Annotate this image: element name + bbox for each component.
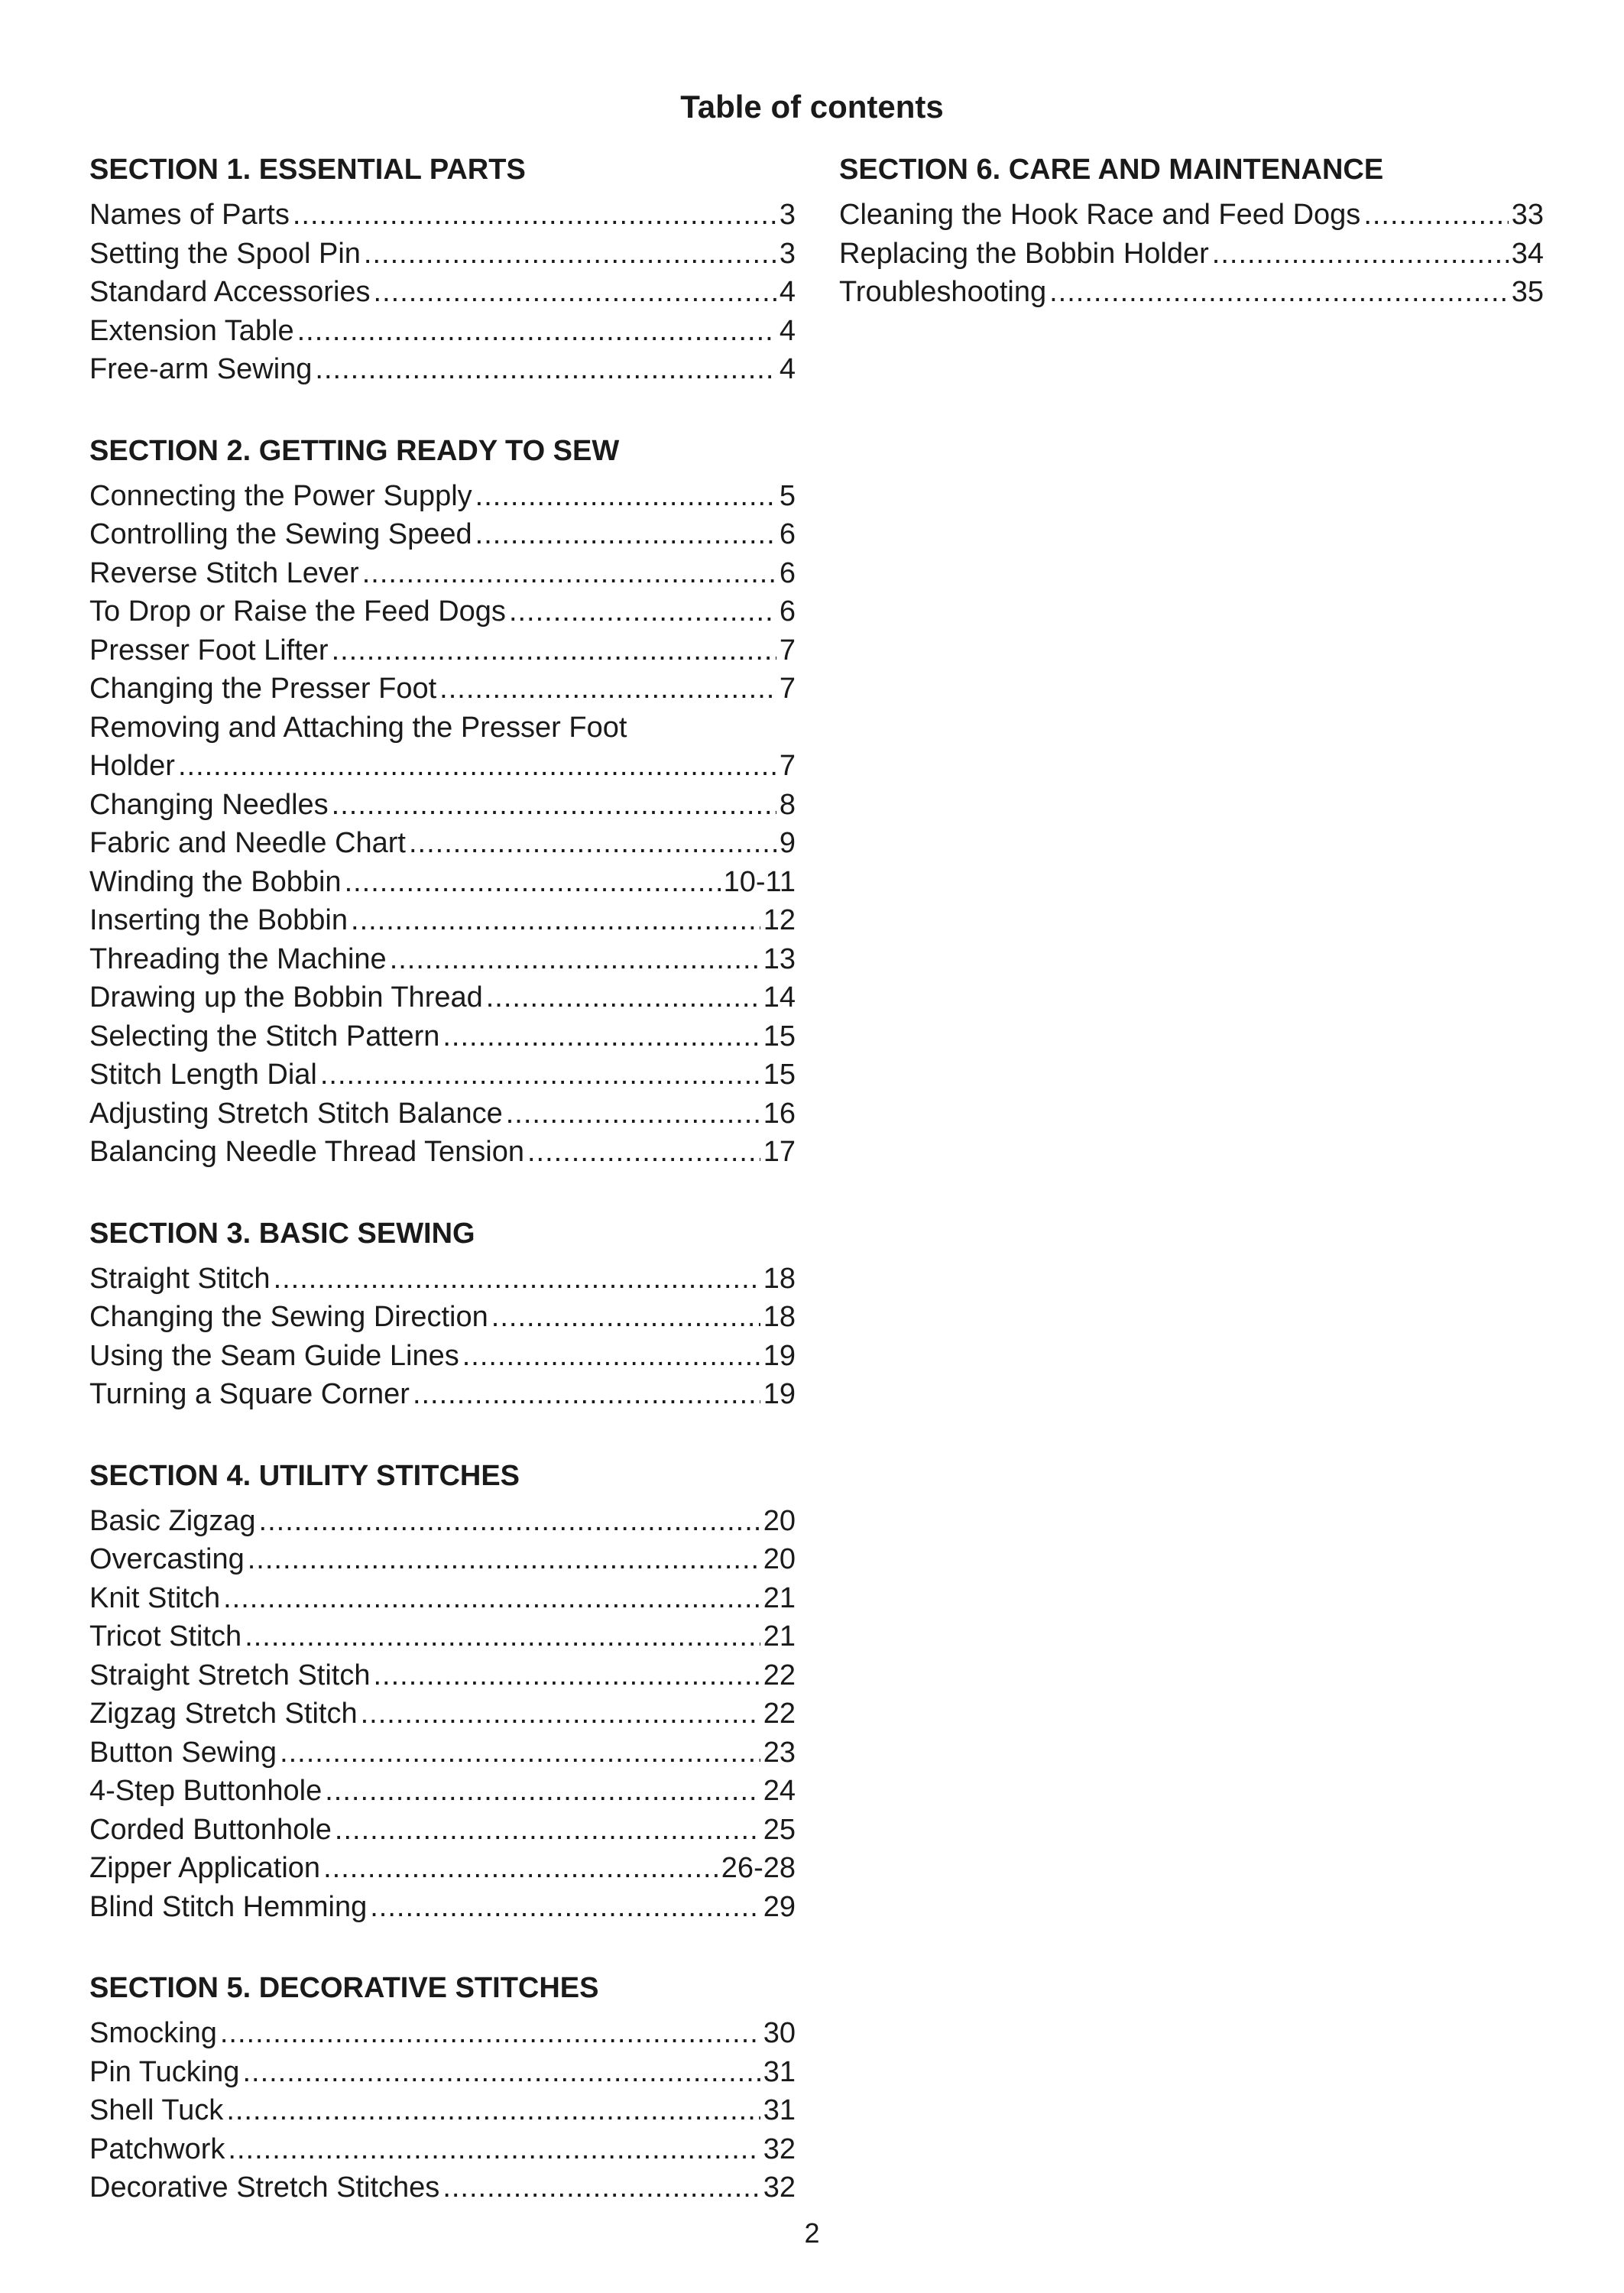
toc-entry-page: 12 xyxy=(763,904,796,936)
toc-entry-page: 22 xyxy=(763,1698,796,1730)
toc-entry-title: Straight Stretch Stitch xyxy=(89,1659,371,1691)
dot-leader xyxy=(509,592,776,631)
toc-entry-page: 24 xyxy=(763,1775,796,1807)
toc-entry xyxy=(89,515,796,554)
toc-entry-page: 7 xyxy=(779,634,796,666)
toc-entry xyxy=(89,2091,796,2130)
toc-entry xyxy=(89,273,796,312)
dot-leader xyxy=(362,554,776,593)
toc-entry xyxy=(89,1540,796,1579)
toc-entry-title: Patchwork xyxy=(89,2132,225,2165)
toc-entry xyxy=(89,554,796,593)
toc-entry-title: Connecting the Power Supply xyxy=(89,479,472,512)
toc-entry xyxy=(89,1502,796,1541)
section-heading: SECTION 4. UTILITY STITCHES xyxy=(89,1459,520,1492)
dot-leader xyxy=(370,1888,760,1927)
toc-entry-title: Names of Parts xyxy=(89,199,290,231)
toc-entry-page: 7 xyxy=(779,750,796,782)
toc-entry-title: Cleaning the Hook Race and Feed Dogs xyxy=(839,199,1361,231)
toc-entry-title: Balancing Needle Thread Tension xyxy=(89,1136,524,1168)
toc-entry xyxy=(89,1656,796,1695)
toc-entry xyxy=(89,1298,796,1337)
section-heading: SECTION 5. DECORATIVE STITCHES xyxy=(89,1972,599,2004)
dot-leader xyxy=(332,786,776,825)
toc-entry-page: 20 xyxy=(763,1504,796,1537)
toc-entry xyxy=(89,1734,796,1772)
dot-leader xyxy=(439,670,776,709)
toc-entry-page: 7 xyxy=(779,673,796,705)
toc-entry-title: Overcasting xyxy=(89,1543,245,1575)
toc-entry-title: Holder xyxy=(89,750,175,782)
toc-entry xyxy=(89,786,796,825)
dot-leader xyxy=(345,863,721,902)
toc-section xyxy=(89,1214,796,1414)
toc-entry xyxy=(89,670,796,709)
toc-entry-title: Changing the Sewing Direction xyxy=(89,1301,488,1333)
toc-entry xyxy=(89,196,796,235)
toc-section xyxy=(89,1968,796,2207)
dot-leader xyxy=(242,2053,760,2092)
toc-entry-page: 6 xyxy=(779,595,796,628)
page-title: Table of contents xyxy=(680,89,944,125)
toc-entry-page: 15 xyxy=(763,1059,796,1091)
toc-entry xyxy=(89,592,796,631)
toc-entry-title: Corded Buttonhole xyxy=(89,1813,332,1846)
toc-entry-title: Zigzag Stretch Stitch xyxy=(89,1698,358,1730)
section-heading: SECTION 1. ESSENTIAL PARTS xyxy=(89,154,526,186)
toc-entry-title: Drawing up the Bobbin Thread xyxy=(89,981,483,1014)
toc-entry-title: Adjusting Stretch Stitch Balance xyxy=(89,1097,503,1130)
dot-leader xyxy=(1212,235,1509,274)
section-heading: SECTION 6. CARE AND MAINTENANCE xyxy=(839,154,1384,186)
page-number: 2 xyxy=(804,2217,820,2249)
toc-entry xyxy=(839,196,1544,235)
toc-entry-page: 32 xyxy=(763,2132,796,2165)
toc-entry-title: Knit Stitch xyxy=(89,1581,221,1614)
toc-entry-page: 29 xyxy=(763,1890,796,1923)
toc-entry-title: Pin Tucking xyxy=(89,2055,240,2088)
toc-entry xyxy=(89,1772,796,1811)
toc-entry-title: Turning a Square Corner xyxy=(89,1378,410,1410)
toc-entry-page: 20 xyxy=(763,1543,796,1575)
toc-section xyxy=(89,150,796,389)
toc-entry-title: Zipper Application xyxy=(89,1852,321,1884)
toc-entry-title: Using the Seam Guide Lines xyxy=(89,1339,459,1372)
toc-entry xyxy=(89,1133,796,1172)
dot-leader xyxy=(226,2091,760,2130)
toc-entry-page: 4 xyxy=(779,353,796,385)
toc-entry xyxy=(89,1617,796,1656)
toc-entry-page: 35 xyxy=(1511,276,1544,308)
dot-leader xyxy=(274,1260,760,1299)
toc-entry xyxy=(89,940,796,979)
toc-entry-title: Threading the Machine xyxy=(89,942,387,975)
toc-entry-title: Stitch Length Dial xyxy=(89,1059,317,1091)
toc-entry-page: 4 xyxy=(779,276,796,308)
toc-entry-page: 17 xyxy=(763,1136,796,1168)
toc-entry xyxy=(89,235,796,274)
dot-leader xyxy=(475,515,776,554)
toc-entry xyxy=(89,1017,796,1056)
toc-entry-page: 9 xyxy=(779,827,796,859)
dot-leader xyxy=(351,901,760,940)
dot-leader xyxy=(361,1695,760,1734)
dot-leader xyxy=(374,273,776,312)
toc-entry xyxy=(89,631,796,670)
toc-entry-title: Troubleshooting xyxy=(839,276,1047,308)
dot-leader xyxy=(409,824,776,863)
toc-entry-title: Standard Accessories xyxy=(89,276,371,308)
toc-entry xyxy=(89,2053,796,2092)
toc-entry-page: 6 xyxy=(779,556,796,589)
toc-entry xyxy=(89,1849,796,1888)
toc-entry-title: Changing Needles xyxy=(89,788,329,821)
dot-leader xyxy=(475,477,776,516)
toc-entry-title: To Drop or Raise the Feed Dogs xyxy=(89,595,506,628)
toc-entry-page: 6 xyxy=(779,518,796,550)
dot-leader xyxy=(280,1734,760,1772)
toc-entry-title: Free-arm Sewing xyxy=(89,353,313,385)
toc-entry-title: Straight Stitch xyxy=(89,1262,271,1295)
toc-entry xyxy=(89,1375,796,1414)
toc-entry-page: 26-28 xyxy=(721,1852,796,1884)
toc-entry xyxy=(89,1260,796,1299)
toc-entry-title: Shell Tuck xyxy=(89,2094,224,2126)
toc-entry-page: 19 xyxy=(763,1378,796,1410)
toc-entry-title: Extension Table xyxy=(89,314,294,347)
toc-entry-page: 23 xyxy=(763,1736,796,1769)
toc-entry xyxy=(839,273,1544,312)
toc-entry xyxy=(89,1337,796,1376)
toc-entry xyxy=(89,863,796,902)
toc-entry-title: Tricot Stitch xyxy=(89,1620,242,1652)
toc-entry-page: 18 xyxy=(763,1301,796,1333)
toc-entry-page: 16 xyxy=(763,1097,796,1130)
dot-leader xyxy=(374,1656,760,1695)
toc-entry xyxy=(89,2130,796,2169)
toc-left-column xyxy=(89,150,796,2207)
toc-entry-title: Blind Stitch Hemming xyxy=(89,1890,368,1923)
toc-entry-title: Setting the Spool Pin xyxy=(89,237,361,270)
dot-leader xyxy=(228,2130,760,2169)
dot-leader xyxy=(293,196,776,235)
dot-leader xyxy=(1049,273,1509,312)
toc-entry-page: 10-11 xyxy=(723,865,796,898)
toc-entry xyxy=(89,350,796,389)
dot-leader xyxy=(413,1375,760,1414)
toc-section xyxy=(89,431,796,1172)
toc-entry xyxy=(89,1888,796,1927)
toc-entry xyxy=(89,747,796,786)
toc-entry xyxy=(89,1056,796,1095)
toc-section xyxy=(839,150,1544,312)
toc-entry xyxy=(89,901,796,940)
toc-entry-page: 3 xyxy=(779,199,796,231)
dot-leader xyxy=(442,2168,760,2207)
dot-leader xyxy=(178,747,776,786)
toc-entry-title: Decorative Stretch Stitches xyxy=(89,2171,440,2204)
dot-leader xyxy=(315,350,776,389)
dot-leader xyxy=(325,1772,760,1811)
dot-leader xyxy=(442,1017,760,1056)
dot-leader xyxy=(320,1056,760,1095)
dot-leader xyxy=(248,1540,760,1579)
toc-section xyxy=(89,1456,796,1927)
toc-entry-page: 21 xyxy=(763,1620,796,1652)
toc-entry xyxy=(89,2168,796,2207)
toc-entry-page: 3 xyxy=(779,237,796,270)
dot-leader xyxy=(223,1579,760,1618)
toc-entry xyxy=(89,1695,796,1734)
toc-entry-title: Selecting the Stitch Pattern xyxy=(89,1020,440,1052)
toc-entry-title: Inserting the Bobbin xyxy=(89,904,348,936)
toc-entry-page: 31 xyxy=(763,2055,796,2088)
toc-entry-page: 13 xyxy=(763,942,796,975)
dot-leader xyxy=(527,1133,760,1172)
dot-leader xyxy=(390,940,760,979)
toc-entry-page: 34 xyxy=(1511,237,1544,270)
toc-entry-page: 25 xyxy=(763,1813,796,1846)
dot-leader xyxy=(486,978,760,1017)
toc-entry-title: Presser Foot Lifter xyxy=(89,634,329,666)
dot-leader xyxy=(323,1849,718,1888)
section-heading: SECTION 2. GETTING READY TO SEW xyxy=(89,434,620,467)
toc-entry-title: 4-Step Buttonhole xyxy=(89,1775,323,1807)
toc-entry-page: 4 xyxy=(779,314,796,347)
toc-entry xyxy=(89,824,796,863)
toc-entry-title: Reverse Stitch Lever xyxy=(89,556,359,589)
toc-right-column xyxy=(839,150,1544,312)
toc-entry-page: 33 xyxy=(1511,199,1544,231)
dot-leader xyxy=(1363,196,1508,235)
toc-entry-page: 18 xyxy=(763,1262,796,1295)
toc-entry xyxy=(89,1579,796,1618)
toc-entry-title: Controlling the Sewing Speed xyxy=(89,518,472,550)
dot-leader xyxy=(297,312,776,351)
section-heading: SECTION 3. BASIC SEWING xyxy=(89,1217,475,1250)
toc-entry-title: Basic Zigzag xyxy=(89,1504,256,1537)
dot-leader xyxy=(259,1502,760,1541)
toc-entry-title: Replacing the Bobbin Holder xyxy=(839,237,1209,270)
toc-entry xyxy=(89,1811,796,1850)
toc-entry-title: Button Sewing xyxy=(89,1736,277,1769)
toc-entry xyxy=(839,235,1544,274)
toc-entry xyxy=(89,978,796,1017)
toc-entry xyxy=(89,1095,796,1134)
dot-leader xyxy=(332,631,776,670)
toc-entry-title-line: Removing and Attaching the Presser Foot xyxy=(89,711,627,744)
dot-leader xyxy=(506,1095,760,1134)
dot-leader xyxy=(245,1617,760,1656)
toc-entry-title: Smocking xyxy=(89,2017,217,2049)
toc-entry-page: 21 xyxy=(763,1581,796,1614)
dot-leader xyxy=(335,1811,760,1850)
toc-entry-page: 19 xyxy=(763,1339,796,1372)
dot-leader xyxy=(491,1298,760,1337)
toc-entry-title: Fabric and Needle Chart xyxy=(89,827,406,859)
toc-entry-title: Winding the Bobbin xyxy=(89,865,342,898)
toc-entry xyxy=(89,312,796,351)
toc-entry-page: 32 xyxy=(763,2171,796,2204)
toc-entry-page: 31 xyxy=(763,2094,796,2126)
toc-entry xyxy=(89,477,796,516)
dot-leader xyxy=(364,235,776,274)
toc-entry xyxy=(89,2014,796,2053)
dot-leader xyxy=(220,2014,760,2053)
toc-entry-page: 5 xyxy=(779,479,796,512)
toc-entry-page: 15 xyxy=(763,1020,796,1052)
dot-leader xyxy=(462,1337,760,1376)
toc-entry-page: 14 xyxy=(763,981,796,1014)
toc-entry-title: Changing the Presser Foot xyxy=(89,673,437,705)
toc-entry-page: 8 xyxy=(779,788,796,821)
toc-entry-page: 30 xyxy=(763,2017,796,2049)
toc-entry-page: 22 xyxy=(763,1659,796,1691)
